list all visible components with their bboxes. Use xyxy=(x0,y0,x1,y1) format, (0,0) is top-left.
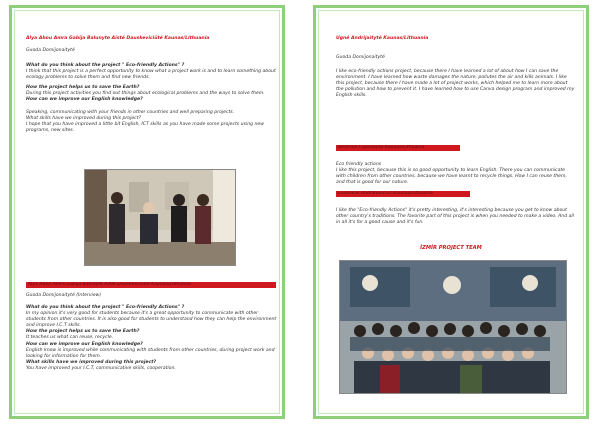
left-a3: Speaking, communicating with your friends in other countries and well preparing projects. xyxy=(26,109,235,115)
right-label-2: Beatričė Čeponkutė Kaunas/Lithuania xyxy=(336,145,460,151)
left-a4: I hope that you have improved a little bit English, ICT skills as you have made some projects using new programs, new sites. xyxy=(26,121,264,133)
left-interview-2 xyxy=(26,305,278,372)
left-b-a3: English know is improved while communicating with students from other countries, during project work and looking for information for them. xyxy=(26,347,275,359)
left-q1: What do you think about the project " Eco-friendly Actions" ? xyxy=(26,63,185,68)
left-b-a2: It teaches us what can reuse, recycle. xyxy=(26,335,114,341)
left-interview-1 xyxy=(26,63,276,134)
left-heading-1: Alya Abou Amra Gabija Balunyte Aisté Dauskeviciūté Kaunas/Lithuania xyxy=(26,36,210,41)
right-paragraph-3: I like the "Eco-friendly Actions" it's pretty interesting, it's interesting because you get to know about other country's traditions. The favorite part of this project is when you needed to make a video. And all in all it's for a good cause and it's fun. xyxy=(336,208,574,226)
left-b-q2: How the project helps us to save the Earth? xyxy=(26,329,140,335)
team-photo xyxy=(339,260,567,394)
left-teacher-1: Guoda Domijonaityté xyxy=(26,48,75,53)
right-heading-1: Ugné Andrijaityté Kaunas/Lithuania xyxy=(336,36,429,41)
left-label-2: Alya Abou Amra Gabija Balunyte Aisté Dauskeviciūté Kaunas/Lithuania xyxy=(26,282,276,288)
right-label-3: Liudvikas Andrikevičius Kaunas/Lithuania xyxy=(336,191,470,197)
right-teacher-1: Guoda Domijonaityté xyxy=(336,55,385,60)
left-q2: How the project helps us to save the Earth? xyxy=(26,85,140,91)
left-a2: During this project activities you find out things about ecological problems and the ways to solve them. xyxy=(26,91,265,97)
team-title: İZMİR PROJECT TEAM xyxy=(420,245,482,251)
right-p2-title: Eco friendly actions xyxy=(336,162,382,167)
left-page xyxy=(9,5,285,419)
left-q3: How can we improve our English knowledge? xyxy=(26,97,143,103)
left-b-a4: You have improved your I.C.T, communicative skills, cooperation. xyxy=(26,365,176,371)
left-a1: I think that this project is a perfect opportunity to know what a project work is and to learn something about ecology problems to solve them and find new friends. xyxy=(26,69,276,81)
left-b-a1: In my opinion it's very good for students because it's a great opportunity to communicate with other students from other countries. It is also good for students to understand how they can help the environment and improve I.C.T skills. xyxy=(26,311,277,329)
right-page xyxy=(313,5,589,419)
left-b-q1: What do you think about the project " Eco-friendly Actions" ? xyxy=(26,305,185,310)
left-photo xyxy=(84,169,236,266)
left-b-q4: What skills have we improved during this project? xyxy=(26,359,157,365)
left-teacher-2: Guoda Domijonaityté (Interview) xyxy=(26,293,102,298)
team-photo-image xyxy=(340,261,566,393)
right-paragraph-1: I like eco-friendly actions project, because there I have learned a lot of about how I can save the environment. I have learned how waste damages the nature, pollutes the air and kills animals. I like this project, because there I have made a lot of project works, which helped me to learn more about the pollution and how to prevent it. I have learned how to use Canva design program and improved my English skills. xyxy=(336,69,575,99)
left-q4: What skills have we improved during this project? xyxy=(26,115,141,121)
right-p2-body: I like this project, because this is so good opportunity to learn English. There you can communicate with children from other countries, because we have learnt to recycle things. How I can reuse them, and that is good for our nature. xyxy=(336,168,567,186)
left-b-q3: How can we improve our English knowledge? xyxy=(26,341,143,347)
right-paragraph-2 xyxy=(336,162,576,186)
left-photo-image xyxy=(85,170,235,265)
